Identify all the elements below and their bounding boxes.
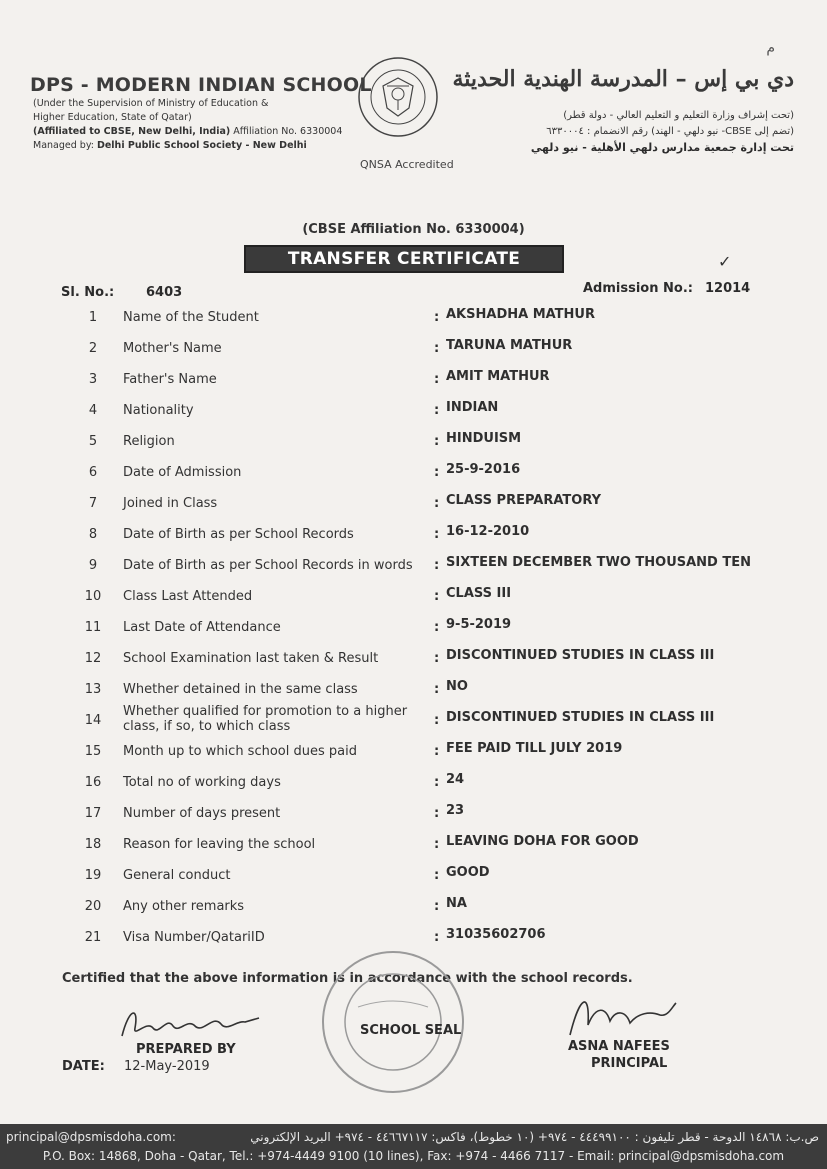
field-separator: : xyxy=(434,403,440,418)
field-separator: : xyxy=(434,527,440,542)
field-row xyxy=(0,371,827,402)
field-separator: : xyxy=(434,620,440,635)
field-row xyxy=(0,898,827,929)
field-separator: : xyxy=(434,465,440,480)
school-name-arabic: دي بي إس – المدرسة الهندية الحديثة xyxy=(452,66,794,92)
field-label: Father's Name xyxy=(123,372,217,387)
prepared-by-label: PREPARED BY xyxy=(136,1042,236,1057)
field-value: 16-12-2010 xyxy=(446,524,530,539)
field-label: Mother's Name xyxy=(123,341,222,356)
affiliation-bold: (Affiliated to CBSE, New Delhi, India) xyxy=(33,126,231,137)
field-row xyxy=(0,557,827,588)
header-line-3 xyxy=(33,125,342,139)
field-number: 19 xyxy=(84,868,102,883)
field-number: 21 xyxy=(84,930,102,945)
field-number: 7 xyxy=(88,496,98,511)
field-value: 25-9-2016 xyxy=(446,462,521,477)
field-separator: : xyxy=(434,899,440,914)
field-row xyxy=(0,704,827,743)
field-number: 13 xyxy=(84,682,102,697)
field-value: FEE PAID TILL JULY 2019 xyxy=(446,741,623,756)
field-value: LEAVING DOHA FOR GOOD xyxy=(446,834,639,849)
field-value: NO xyxy=(446,679,468,694)
arabic-line-1: (تحت إشراف وزارة التعليم و التعليم العالي - دولة قطر) xyxy=(563,110,794,121)
field-number: 12 xyxy=(84,651,102,666)
arabic-line-2: (تضم إلى CBSE- نيو دلهي - الهند) رقم الانضمام : ٦٣٣٠٠٠٤ xyxy=(546,126,794,137)
field-label: Number of days present xyxy=(123,806,281,821)
field-value: 31035602706 xyxy=(446,927,546,942)
serial-number-value: 6403 xyxy=(146,285,183,300)
field-value: CLASS III xyxy=(446,586,512,601)
field-value: HINDUISM xyxy=(446,431,522,446)
field-number: 14 xyxy=(84,713,102,728)
field-number: 10 xyxy=(84,589,102,604)
field-value: INDIAN xyxy=(446,400,499,415)
school-logo xyxy=(357,56,439,138)
field-value: 23 xyxy=(446,803,465,818)
field-row xyxy=(0,433,827,464)
field-separator: : xyxy=(434,310,440,325)
field-separator: : xyxy=(434,589,440,604)
admission-number-value: 12014 xyxy=(705,281,751,296)
field-number: 6 xyxy=(88,465,98,480)
field-value: DISCONTINUED STUDIES IN CLASS III xyxy=(446,710,715,725)
field-label: Visa Number/QatariID xyxy=(123,930,265,945)
field-label: Whether detained in the same class xyxy=(123,682,358,697)
field-label: Reason for leaving the school xyxy=(123,837,316,852)
field-row xyxy=(0,464,827,495)
field-separator: : xyxy=(434,837,440,852)
principal-signature xyxy=(560,985,680,1045)
field-row xyxy=(0,588,827,619)
field-separator: : xyxy=(434,682,440,697)
field-number: 3 xyxy=(88,372,98,387)
field-separator: : xyxy=(434,434,440,449)
field-value: SIXTEEN DECEMBER TWO THOUSAND TEN xyxy=(446,555,751,570)
field-value: GOOD xyxy=(446,865,490,880)
corner-mark: م xyxy=(766,40,775,56)
managed-by-label: Managed by: xyxy=(33,140,97,151)
field-number: 18 xyxy=(84,837,102,852)
field-row xyxy=(0,495,827,526)
affiliation-number: Affiliation No. 6330004 xyxy=(230,126,343,137)
field-row xyxy=(0,867,827,898)
field-value: 24 xyxy=(446,772,465,787)
field-label: Name of the Student xyxy=(123,310,259,325)
field-separator: : xyxy=(434,341,440,356)
managed-by-society: Delhi Public School Society - New Delhi xyxy=(96,140,307,151)
field-label: Class Last Attended xyxy=(123,589,253,604)
school-seal-stamp xyxy=(318,947,468,1097)
field-row xyxy=(0,805,827,836)
qnsa-accredited: QNSA Accredited xyxy=(360,158,454,171)
field-row xyxy=(0,309,827,340)
certification-statement: Certified that the above information is in accordance with the school records. xyxy=(62,971,633,986)
field-label: Date of Birth as per School Records in words xyxy=(123,558,413,573)
field-number: 20 xyxy=(84,899,102,914)
admission-number-label: Admission No.: xyxy=(583,281,693,296)
field-number: 8 xyxy=(88,527,98,542)
footer-arabic-contact: ص.ب: ١٤٨٦٨ الدوحة - قطر تليفون : ٤٤٤٩٩١٠٠ - ٩٧٤+ (١٠ خطوط)، فاكس: ٤٤٦٦٧١١٧ - ٩٧٤+ البريد الإلكتروني xyxy=(250,1130,819,1144)
field-number: 17 xyxy=(84,806,102,821)
field-row xyxy=(0,526,827,557)
field-separator: : xyxy=(434,713,440,728)
field-value: NA xyxy=(446,896,467,911)
certificate-title: TRANSFER CERTIFICATE xyxy=(244,245,564,273)
field-number: 4 xyxy=(88,403,98,418)
field-row xyxy=(0,650,827,681)
field-label: Nationality xyxy=(123,403,194,418)
field-value: CLASS PREPARATORY xyxy=(446,493,602,508)
footer-contact: P.O. Box: 14868, Doha - Qatar, Tel.: +974-4449 9100 (10 lines), Fax: +974 - 4466 7117 - Email: principal@dpsmisdoha.com xyxy=(42,1149,785,1163)
field-number: 5 xyxy=(88,434,98,449)
serial-number-label: Sl. No.: xyxy=(61,285,115,300)
field-value: DISCONTINUED STUDIES IN CLASS III xyxy=(446,648,715,663)
school-seal-label: SCHOOL SEAL xyxy=(360,1023,462,1038)
field-separator: : xyxy=(434,930,440,945)
header-line-1: (Under the Supervision of Ministry of Education & xyxy=(33,98,269,109)
field-row xyxy=(0,619,827,650)
field-label: Last Date of Attendance xyxy=(123,620,281,635)
field-label: Religion xyxy=(123,434,175,449)
school-name: DPS - MODERN INDIAN SCHOOL xyxy=(30,74,372,96)
header-line-4 xyxy=(33,139,307,153)
field-separator: : xyxy=(434,744,440,759)
field-separator: : xyxy=(434,496,440,511)
field-separator: : xyxy=(434,806,440,821)
field-label: Whether qualified for promotion to a higher class, if so, to which class xyxy=(123,704,408,734)
arabic-line-3: تحت إدارة جمعية مدارس دلهي الأهلية - نيو دلهي xyxy=(530,141,794,154)
field-number: 11 xyxy=(84,620,102,635)
footer-email: principal@dpsmisdoha.com: xyxy=(6,1130,176,1144)
date-label: DATE: xyxy=(62,1059,105,1074)
date-value: 12-May-2019 xyxy=(124,1059,210,1074)
field-label: Date of Admission xyxy=(123,465,242,480)
field-label: Month up to which school dues paid xyxy=(123,744,357,759)
field-separator: : xyxy=(434,651,440,666)
cbse-affiliation: (CBSE Affiliation No. 6330004) xyxy=(302,222,525,237)
field-number: 16 xyxy=(84,775,102,790)
field-row xyxy=(0,340,827,371)
field-number: 1 xyxy=(88,310,98,325)
field-separator: : xyxy=(434,775,440,790)
field-row xyxy=(0,836,827,867)
field-label: Total no of working days xyxy=(123,775,281,790)
field-row xyxy=(0,402,827,433)
field-row xyxy=(0,774,827,805)
field-label: School Examination last taken & Result xyxy=(123,651,379,666)
field-label: Date of Birth as per School Records xyxy=(123,527,354,542)
field-row xyxy=(0,743,827,774)
field-label: Joined in Class xyxy=(123,496,218,511)
field-label: General conduct xyxy=(123,868,231,883)
field-label: Any other remarks xyxy=(123,899,245,914)
field-separator: : xyxy=(434,558,440,573)
principal-name: ASNA NAFEES xyxy=(568,1039,670,1054)
field-number: 9 xyxy=(88,558,98,573)
principal-title: PRINCIPAL xyxy=(591,1056,668,1071)
field-value: AMIT MATHUR xyxy=(446,369,550,384)
field-number: 2 xyxy=(88,341,98,356)
field-value: TARUNA MATHUR xyxy=(446,338,573,353)
field-separator: : xyxy=(434,372,440,387)
field-number: 15 xyxy=(84,744,102,759)
field-separator: : xyxy=(434,868,440,883)
header-line-2: Higher Education, State of Qatar) xyxy=(33,112,192,123)
preparer-signature xyxy=(117,998,267,1046)
field-value: AKSHADHA MATHUR xyxy=(446,307,595,322)
check-mark-icon: ✓ xyxy=(718,252,732,271)
field-value: 9-5-2019 xyxy=(446,617,512,632)
